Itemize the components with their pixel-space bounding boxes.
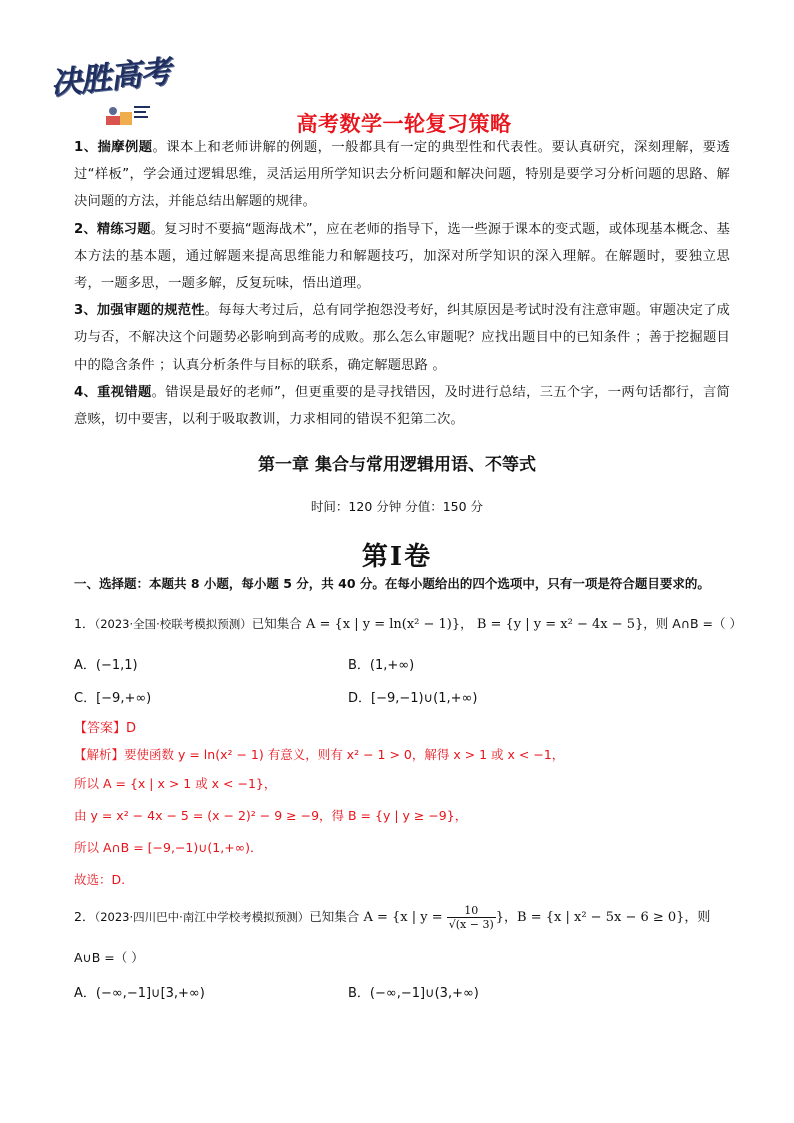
q1-answer: 【答案】D [74, 721, 137, 736]
chapter-title: 第一章 集合与常用逻辑用语、不等式 [258, 455, 536, 475]
question-1-stem: 1．（2023·全国·校联考模拟预测）已知集合 A = {x | y = ln(x² − 1)}， B = {y | y = x² − 4x − 5}，则 A∩B =（ ） [74, 616, 742, 632]
q1-analysis-line: 【解析】要使函数 y = ln(x² − 1) 有意义，则有 x² − 1 > 0，解得 x > 1 或 x < −1， [74, 747, 565, 762]
q1-option-c: C．[−9,+∞) [74, 691, 152, 706]
time-info: 时间：120 分钟 分值：150 分 [310, 499, 484, 514]
fraction: $\frac{10}{√(x - 3)}$ [448, 904, 494, 931]
strategy-list [74, 134, 730, 433]
q1-analysis-line: 故选：D. [74, 872, 126, 887]
q1-analysis-line: 由 y = x² − 4x − 5 = (x − 2)² − 9 ≥ −9，得 B = {y | y ≥ −9}， [74, 808, 468, 823]
q2-option-b: B．(−∞,−1]∪(3,+∞) [348, 986, 479, 1001]
logo-text: 决胜高考 [48, 53, 172, 103]
volume-title: 第Ⅰ卷 [361, 542, 433, 572]
q1-option-d: D．[−9,−1)∪(1,+∞) [348, 691, 478, 706]
q1-analysis-line: 所以 A = {x | x > 1 或 x < −1}， [74, 776, 277, 791]
strategy-item: 4、重视错题。错误是最好的老师”，但更重要的是寻找错因，及时进行总结，三五个字，一两句话都行，言简意赅，切中要害，以利于吸取教训，力求相同的错误不犯第二次。 [74, 384, 731, 428]
question-2-stem: 2．（2023·四川巴中·南江中学校考模拟预测）已知集合 A = {x | y = $\frac{10}{√(x - 3)}$ }，B = {x | x² − 5x − 6 ≥ 0}，则 [74, 904, 711, 931]
question-2-ask: A∪B =（ ） [74, 950, 144, 965]
strategy-item: 3、加强审题的规范性。每每大考过后，总有同学抱怨没考好，纠其原因是考试时没有注意审题。审题决定了成功与否，不解决这个问题势必影响到高考的成败。那么怎么审题呢？应找出题目中的已知条件 ；善于挖掘题目中的隐含条件 ；认真分析条件与目标的联系，确定解题思路 。 [74, 303, 730, 373]
page-title: 高考数学一轮复习策略 [296, 112, 512, 136]
strategy-item: 2、精练习题。复习时不要搞“题海战术”，应在老师的指导下，选一些源于课本的变式题，或体现基本概念、基本方法的基本题，通过解题来提高思维能力和解题技巧，加深对所学知识的深入理解。在解题时，要独立思考，一题多思，一题多解，反复玩味，悟出道理。 [74, 221, 730, 292]
q1-option-a: A．(−1,1) [74, 658, 138, 673]
q1-option-b: B．(1,+∞) [348, 658, 415, 673]
q2-option-a: A．(−∞,−1]∪[3,+∞) [74, 986, 205, 1001]
q1-analysis-line: 所以 A∩B = [−9,−1)∪(1,+∞)． [74, 840, 263, 855]
section-instructions: 一、选择题：本题共 8 小题，每小题 5 分，共 40 分。在每小题给出的四个选项中，只有一项是符合题目要求的。 [74, 576, 710, 591]
strategy-item: 1、揣摩例题。课本上和老师讲解的例题，一般都具有一定的典型性和代表性。要认真研究，深刻理解，要透过“样板”，学会通过逻辑思维，灵活运用所学知识去分析问题和解决问题，特别是要学习分析问题的思路、解决问题的方法，并能总结出解题的规律。 [74, 140, 730, 210]
